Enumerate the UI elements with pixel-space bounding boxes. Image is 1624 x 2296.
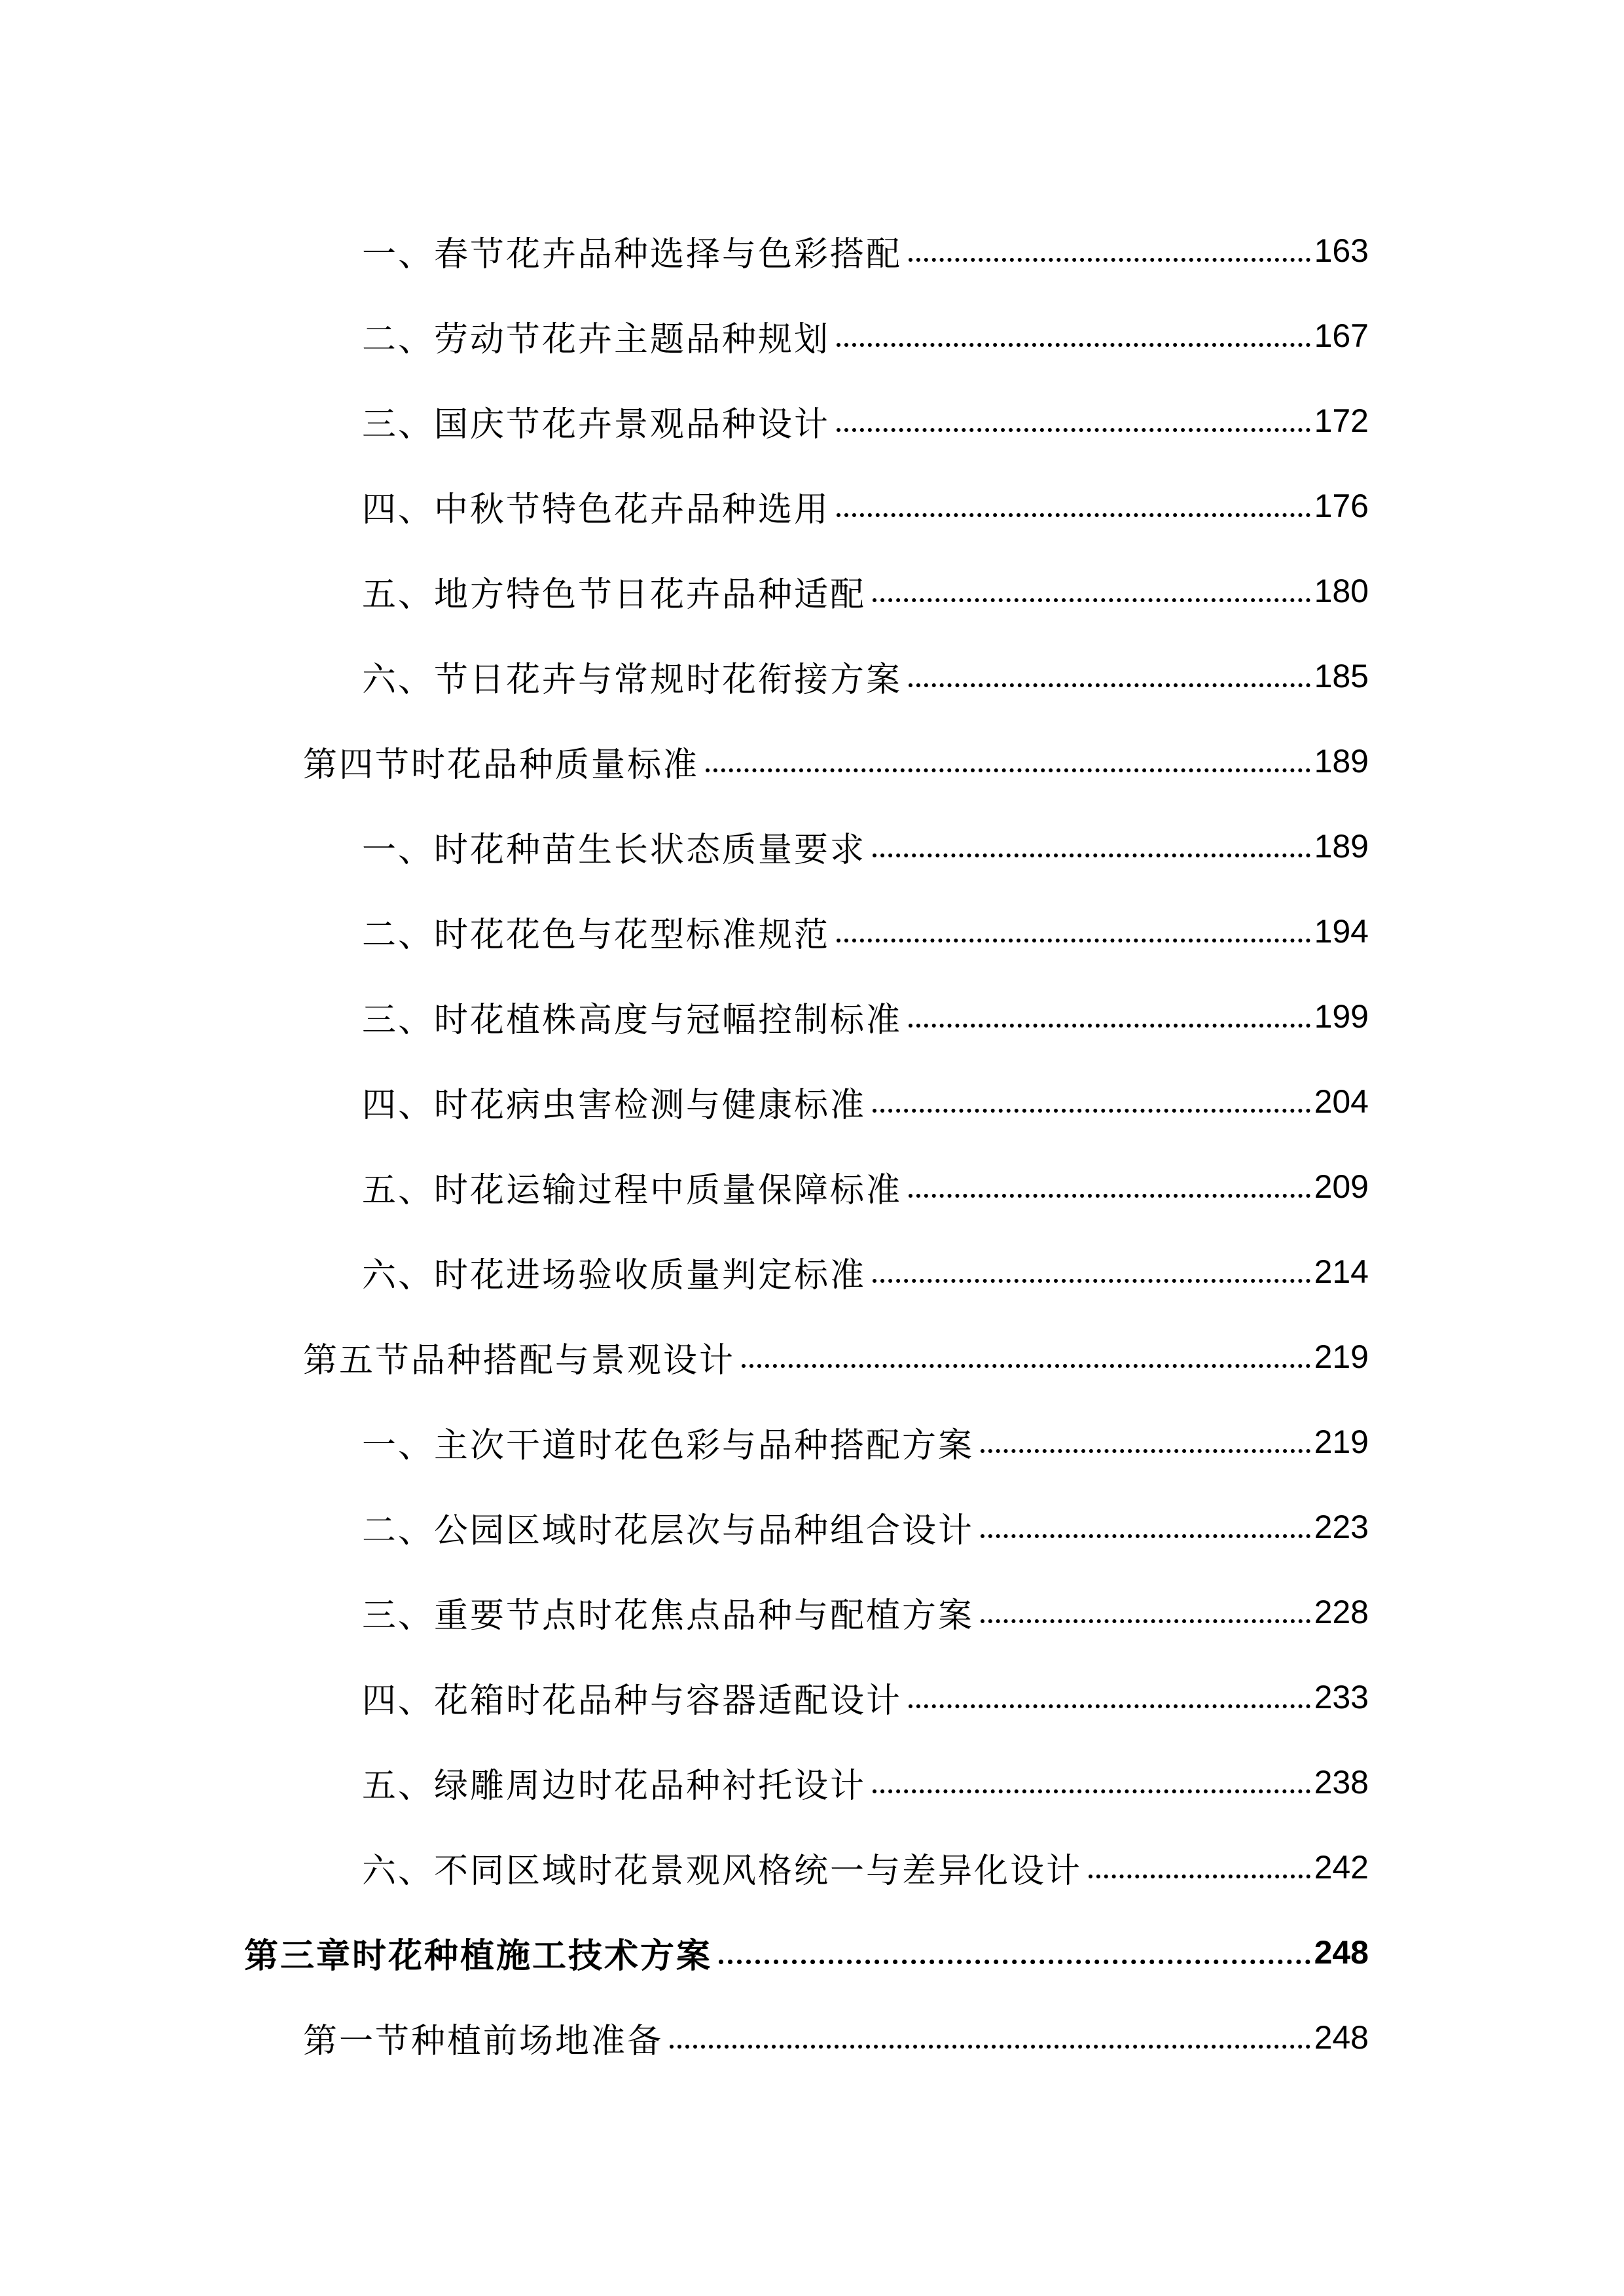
toc-entry-title: 五、时花运输过程中质量保障标准: [362, 1170, 903, 1210]
toc-entry-title: 六、节日花卉与常规时花衔接方案: [362, 660, 903, 700]
toc-entry-page: 167: [1314, 317, 1369, 354]
toc-entry[interactable]: [0, 889, 1624, 974]
toc-entry[interactable]: [0, 1399, 1624, 1484]
toc-entry-title: 六、不同区域时花景观风格统一与差异化设计: [362, 1851, 1083, 1891]
toc-dot-leader: [837, 939, 1310, 942]
toc-dot-leader: [909, 1704, 1310, 1708]
toc-entry-page: 233: [1314, 1679, 1369, 1715]
toc-entry-page: 163: [1314, 232, 1369, 269]
toc-dot-leader: [981, 1619, 1310, 1623]
toc-dot-leader: [873, 1109, 1310, 1113]
toc-entry-title: 一、春节花卉品种选择与色彩搭配: [362, 234, 903, 274]
toc-chapter-entry[interactable]: [0, 1910, 1624, 1995]
toc-dot-leader: [909, 258, 1310, 262]
toc-entry[interactable]: [0, 293, 1624, 378]
toc-entry-title: 第四节时花品种质量标准: [303, 745, 700, 785]
toc-entry-page: 194: [1314, 913, 1369, 950]
toc-dot-leader: [873, 1279, 1310, 1283]
toc-entry-title: 四、中秋节特色花卉品种选用: [362, 490, 831, 529]
toc-entry-page: 172: [1314, 403, 1369, 439]
toc-entry-title: 二、时花花色与花型标准规范: [362, 915, 831, 955]
toc-entry-page: 238: [1314, 1764, 1369, 1801]
toc-entry-page: 219: [1314, 1424, 1369, 1460]
toc-entry[interactable]: [0, 1740, 1624, 1825]
toc-entry-title: 二、劳动节花卉主题品种规划: [362, 319, 831, 359]
toc-entry-page: 176: [1314, 488, 1369, 524]
toc-section-entry[interactable]: [0, 719, 1624, 804]
toc-entry-title: 第三章时花种植施工技术方案: [244, 1936, 713, 1976]
toc-dot-leader: [909, 1194, 1310, 1198]
toc-entry-title: 四、时花病虫害检测与健康标准: [362, 1085, 867, 1125]
toc-entry-page: 189: [1314, 743, 1369, 780]
toc-entry-title: 五、地方特色节日花卉品种适配: [362, 575, 867, 615]
toc-entry[interactable]: [0, 1059, 1624, 1144]
toc-dot-leader: [909, 1024, 1310, 1028]
toc-entry[interactable]: [0, 463, 1624, 548]
toc-entry-page: 214: [1314, 1253, 1369, 1290]
toc-entry[interactable]: [0, 1825, 1624, 1910]
toc-section-entry[interactable]: [0, 1995, 1624, 2080]
toc-dot-leader: [981, 1534, 1310, 1538]
toc-dot-leader: [742, 1364, 1310, 1368]
toc-entry-page: 185: [1314, 658, 1369, 694]
toc-entry[interactable]: [0, 378, 1624, 463]
toc-dot-leader: [837, 428, 1310, 432]
toc-dot-leader: [909, 683, 1310, 687]
toc-entry-title: 三、国庆节花卉景观品种设计: [362, 404, 831, 444]
toc-entry-page: 219: [1314, 1338, 1369, 1375]
toc-section-entry[interactable]: [0, 1314, 1624, 1399]
toc-entry[interactable]: [0, 804, 1624, 889]
toc-dot-leader: [837, 513, 1310, 517]
toc-entry[interactable]: [0, 208, 1624, 293]
toc-entry-title: 第一节种植前场地准备: [303, 2021, 664, 2061]
toc-entry-title: 一、时花种苗生长状态质量要求: [362, 830, 867, 870]
toc-entry-page: 242: [1314, 1849, 1369, 1886]
toc-dot-leader: [837, 343, 1310, 347]
table-of-contents: [0, 208, 1624, 2080]
toc-entry-page: 209: [1314, 1168, 1369, 1205]
toc-entry[interactable]: [0, 1484, 1624, 1570]
toc-entry-page: 189: [1314, 828, 1369, 865]
toc-entry[interactable]: [0, 634, 1624, 719]
toc-entry[interactable]: [0, 974, 1624, 1059]
toc-entry-title: 六、时花进场验收质量判定标准: [362, 1255, 867, 1295]
toc-entry-title: 三、重要节点时花焦点品种与配植方案: [362, 1596, 975, 1636]
toc-entry-page: 199: [1314, 998, 1369, 1035]
toc-entry[interactable]: [0, 1570, 1624, 1655]
toc-entry-page: 223: [1314, 1509, 1369, 1545]
toc-entry-page: 248: [1314, 2019, 1369, 2056]
toc-entry-page: 180: [1314, 573, 1369, 609]
toc-entry[interactable]: [0, 548, 1624, 634]
toc-entry-title: 五、绿雕周边时花品种衬托设计: [362, 1766, 867, 1806]
toc-entry-title: 二、公园区域时花层次与品种组合设计: [362, 1511, 975, 1551]
toc-dot-leader: [873, 598, 1310, 602]
toc-entry[interactable]: [0, 1229, 1624, 1314]
toc-entry-title: 三、时花植株高度与冠幅控制标准: [362, 1000, 903, 1040]
toc-entry-page: 228: [1314, 1594, 1369, 1630]
toc-dot-leader: [981, 1449, 1310, 1453]
toc-dot-leader: [873, 1789, 1310, 1793]
toc-entry[interactable]: [0, 1655, 1624, 1740]
toc-dot-leader: [670, 2045, 1310, 2049]
toc-dot-leader: [1089, 1874, 1310, 1878]
toc-entry-title: 一、主次干道时花色彩与品种搭配方案: [362, 1426, 975, 1465]
toc-dot-leader: [719, 1960, 1310, 1964]
toc-dot-leader: [706, 768, 1310, 772]
toc-entry-title: 四、花箱时花品种与容器适配设计: [362, 1681, 903, 1721]
toc-entry-title: 第五节品种搭配与景观设计: [303, 1340, 736, 1380]
toc-dot-leader: [873, 853, 1310, 857]
toc-entry-page: 248: [1314, 1934, 1369, 1971]
toc-entry[interactable]: [0, 1144, 1624, 1229]
toc-entry-page: 204: [1314, 1083, 1369, 1120]
